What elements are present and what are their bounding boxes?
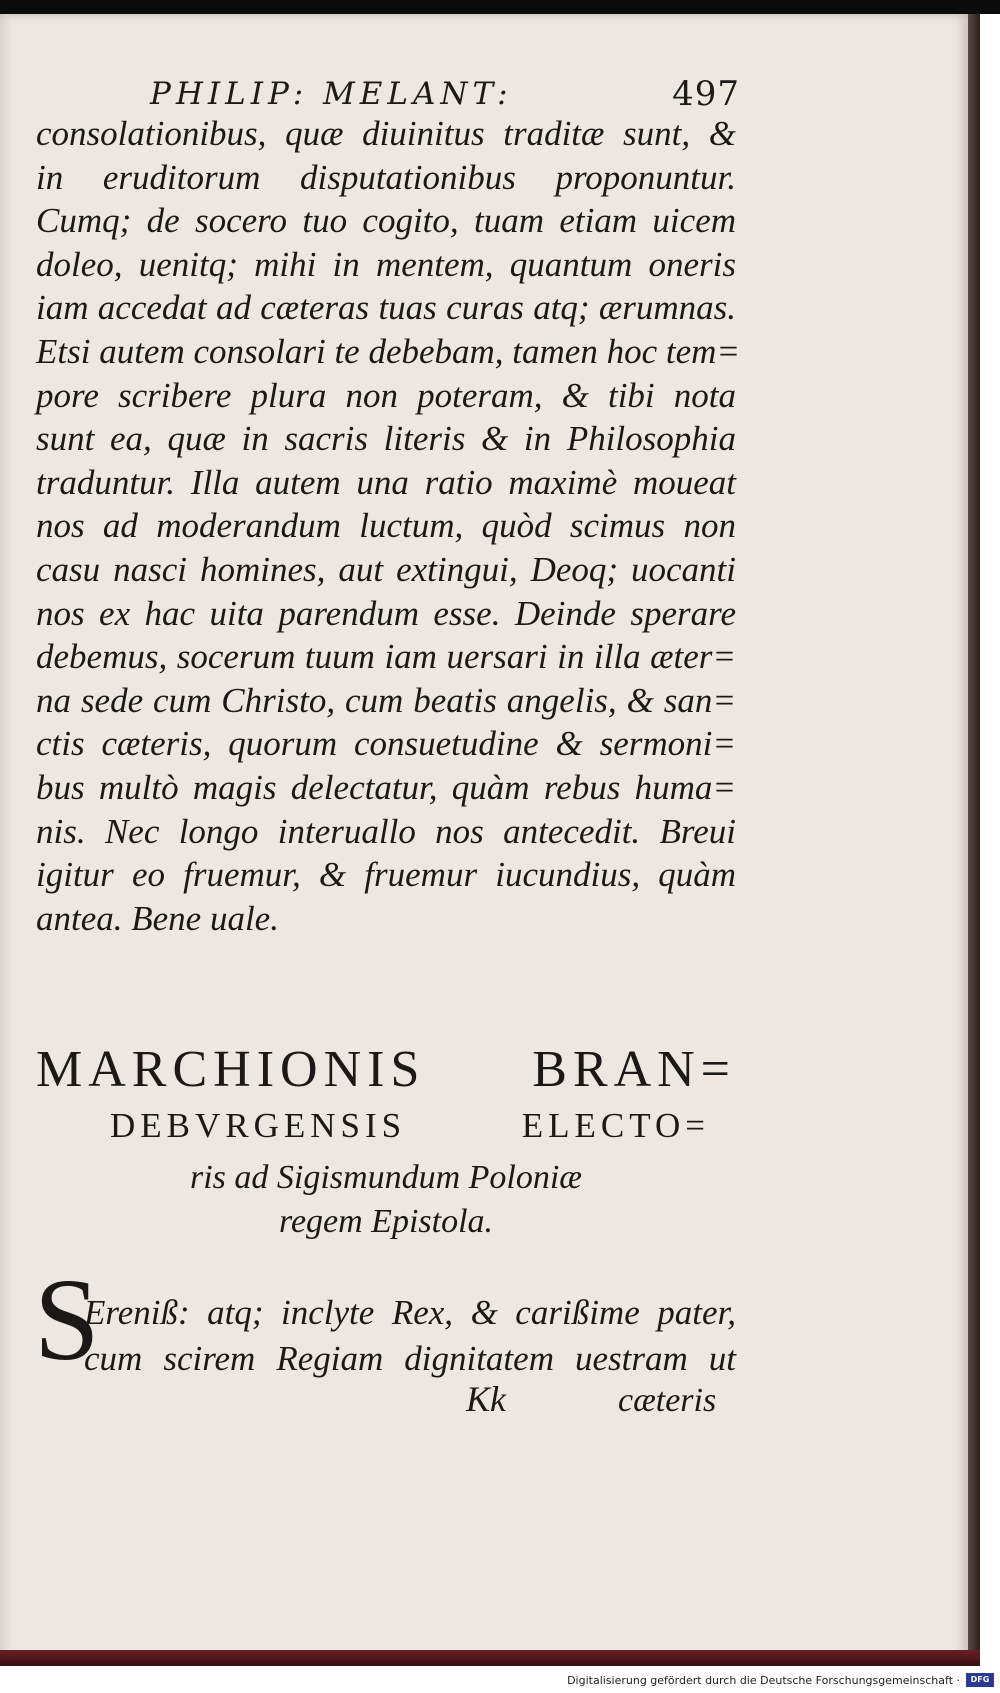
body-line: bus multò magis delectatur, quàm rebus huma=: [36, 767, 736, 807]
letter-line-1: Ereniß: atq; inclyte Rex, & carißime pater,: [84, 1293, 736, 1332]
signature-mark: Kk: [466, 1379, 506, 1419]
body-line: casu nasci homines, aut extingui, Deoq; uocanti: [36, 549, 736, 589]
running-head-title: PHILIP: MELANT:: [150, 76, 513, 112]
body-line: traduntur. Illa autem una ratio maximè moueat: [36, 462, 736, 502]
body-line: igitur eo fruemur, & fruemur iucundius, quàm: [36, 855, 736, 895]
heading-line-2: DEBVRGENSIS ELECTO=: [110, 1106, 710, 1145]
heading-line-4: regem Epistola.: [278, 1203, 494, 1240]
dfg-logo: DFG: [966, 1673, 994, 1687]
body-line: nos ex hac uita parendum esse. Deinde sperare: [36, 593, 736, 633]
body-line: nis. Nec longo interuallo nos antecedit. Breui: [36, 811, 736, 851]
footer-credit: Digitalisierung gefördert durch die Deutsche Forschungsgemeinschaft ·: [567, 1674, 960, 1687]
body-line: sunt ea, quæ in sacris literis & in Philosophia: [36, 419, 736, 459]
letter-line-2: cum scirem Regiam dignitatem uestram ut: [84, 1339, 736, 1378]
page-edge: [968, 14, 980, 1666]
body-line: na sede cum Christo, cum beatis angelis, & san=: [36, 680, 736, 720]
letter-heading: [36, 1040, 736, 1244]
body-line: Etsi autem consolari te debebam, tamen hoc tem=: [36, 331, 741, 371]
heading-line-3: ris ad Sigismundum Poloniæ: [190, 1159, 582, 1196]
body-line: Cumq; de socero tuo cogito, tuam etiam uicem: [36, 201, 736, 241]
catchword: cæteris: [618, 1382, 717, 1419]
body-line: pore scribere plura non poteram, & tibi nota: [36, 375, 736, 415]
page-number: 497: [672, 74, 740, 114]
body-line: doleo, uenitq; mihi in mentem, quantum oneris: [36, 244, 736, 284]
book-cover-edge: [0, 1650, 980, 1666]
heading-line-1: MARCHIONIS BRAN=: [36, 1041, 736, 1098]
body-line: iam accedat ad cæteras tuas curas atq; ærumnas.: [36, 288, 736, 328]
body-line: ctis cæteris, quorum consuetudine & sermoni=: [36, 724, 736, 764]
body-line: debemus, socerum tuum iam uersari in illa æter=: [36, 637, 736, 677]
body-line: nos ad moderandum luctum, quòd scimus non: [36, 506, 736, 546]
body-line: consolationibus, quæ diuinitus traditæ sunt, &: [36, 114, 736, 153]
drop-cap: S: [34, 1254, 100, 1385]
top-border: [0, 0, 1000, 14]
body-text: [36, 112, 741, 940]
letter-opening: [84, 1290, 736, 1382]
body-line: in eruditorum disputationibus proponuntur.: [36, 157, 736, 197]
body-line: antea. Bene uale.: [36, 898, 279, 938]
